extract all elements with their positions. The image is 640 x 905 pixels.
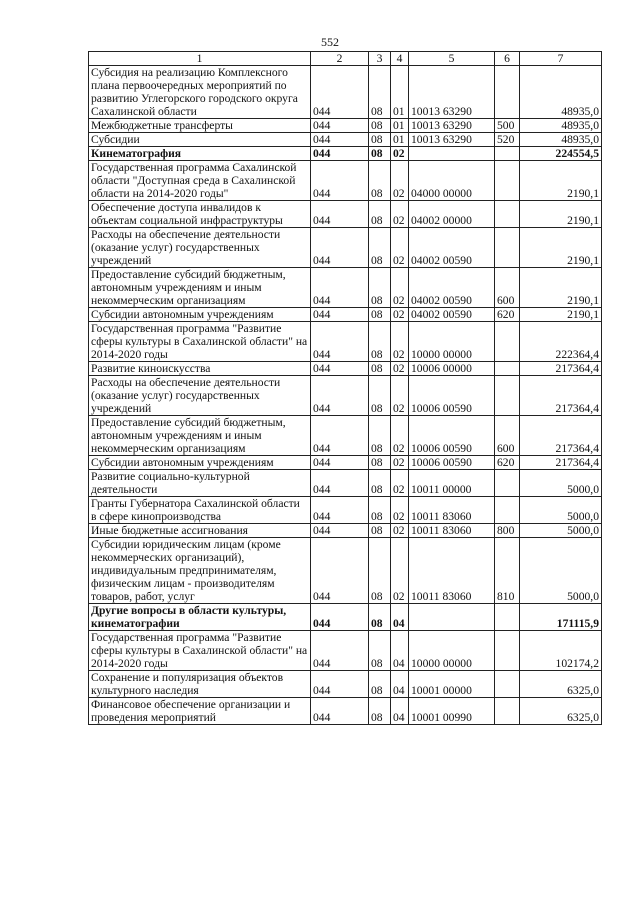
row-name: Гранты Губернатора Сахалинской области в сфере кинопроизводства bbox=[89, 497, 311, 524]
row-amount: 2190,1 bbox=[520, 228, 602, 268]
row-name: Государственная программа "Развитие сферы культуры в Сахалинской области" на 2014-2020 годы bbox=[89, 322, 311, 362]
row-target-article: 10013 63290 bbox=[409, 66, 495, 119]
table-row bbox=[89, 456, 602, 470]
row-target-article bbox=[409, 604, 495, 631]
row-subsection: 04 bbox=[391, 604, 409, 631]
table-row bbox=[89, 376, 602, 416]
row-amount: 171115,9 bbox=[520, 604, 602, 631]
row-subsection: 01 bbox=[391, 66, 409, 119]
row-section: 08 bbox=[369, 268, 391, 308]
row-subsection: 02 bbox=[391, 228, 409, 268]
row-expense-type bbox=[495, 671, 520, 698]
row-subsection: 02 bbox=[391, 497, 409, 524]
row-name: Государственная программа Сахалинской области "Доступная среда в Сахалинской области на 2014-2020 годы" bbox=[89, 161, 311, 201]
table-row bbox=[89, 604, 602, 631]
row-amount: 217364,4 bbox=[520, 362, 602, 376]
row-target-article: 10006 00590 bbox=[409, 376, 495, 416]
row-expense-type bbox=[495, 376, 520, 416]
row-amount: 2190,1 bbox=[520, 201, 602, 228]
row-admin-code: 044 bbox=[311, 322, 369, 362]
row-target-article: 04002 00590 bbox=[409, 268, 495, 308]
row-admin-code: 044 bbox=[311, 698, 369, 725]
row-section: 08 bbox=[369, 698, 391, 725]
row-target-article: 10013 63290 bbox=[409, 119, 495, 133]
row-name: Расходы на обеспечение деятельности (оказание услуг) государственных учреждений bbox=[89, 228, 311, 268]
row-subsection: 04 bbox=[391, 631, 409, 671]
row-expense-type: 520 bbox=[495, 133, 520, 147]
row-admin-code: 044 bbox=[311, 671, 369, 698]
row-subsection: 02 bbox=[391, 524, 409, 538]
row-expense-type bbox=[495, 631, 520, 671]
row-amount: 48935,0 bbox=[520, 66, 602, 119]
table-row bbox=[89, 698, 602, 725]
table-row bbox=[89, 147, 602, 161]
row-subsection: 02 bbox=[391, 201, 409, 228]
row-admin-code: 044 bbox=[311, 604, 369, 631]
row-amount: 48935,0 bbox=[520, 133, 602, 147]
row-expense-type: 620 bbox=[495, 456, 520, 470]
column-header: 7 bbox=[520, 52, 602, 66]
row-name: Предоставление субсидий бюджетным, автономным учреждениям и иным некоммерческим организациям bbox=[89, 416, 311, 456]
table-row bbox=[89, 538, 602, 604]
row-admin-code: 044 bbox=[311, 497, 369, 524]
row-name: Расходы на обеспечение деятельности (оказание услуг) государственных учреждений bbox=[89, 376, 311, 416]
row-target-article: 10011 83060 bbox=[409, 538, 495, 604]
row-section: 08 bbox=[369, 161, 391, 201]
row-section: 08 bbox=[369, 604, 391, 631]
row-name: Субсидии bbox=[89, 133, 311, 147]
row-target-article: 10000 00000 bbox=[409, 631, 495, 671]
row-section: 08 bbox=[369, 147, 391, 161]
row-section: 08 bbox=[369, 308, 391, 322]
row-section: 08 bbox=[369, 376, 391, 416]
row-target-article: 10011 00000 bbox=[409, 470, 495, 497]
row-expense-type bbox=[495, 470, 520, 497]
row-section: 08 bbox=[369, 201, 391, 228]
column-header: 6 bbox=[495, 52, 520, 66]
row-section: 08 bbox=[369, 456, 391, 470]
row-target-article: 04002 00590 bbox=[409, 228, 495, 268]
row-expense-type bbox=[495, 201, 520, 228]
row-admin-code: 044 bbox=[311, 470, 369, 497]
row-name: Сохранение и популяризация объектов культурного наследия bbox=[89, 671, 311, 698]
row-amount: 5000,0 bbox=[520, 524, 602, 538]
row-section: 08 bbox=[369, 631, 391, 671]
row-subsection: 02 bbox=[391, 376, 409, 416]
table-header-row bbox=[89, 52, 602, 66]
row-subsection: 02 bbox=[391, 416, 409, 456]
row-expense-type: 600 bbox=[495, 416, 520, 456]
table-row bbox=[89, 470, 602, 497]
row-name: Субсидии юридическим лицам (кроме некоммерческих организаций), индивидуальным предпринимателям, физическим лицам - производителям товаров, работ, услуг bbox=[89, 538, 311, 604]
row-section: 08 bbox=[369, 119, 391, 133]
row-amount: 2190,1 bbox=[520, 268, 602, 308]
row-subsection: 02 bbox=[391, 538, 409, 604]
row-subsection: 01 bbox=[391, 119, 409, 133]
row-admin-code: 044 bbox=[311, 308, 369, 322]
row-target-article: 10000 00000 bbox=[409, 322, 495, 362]
table-row bbox=[89, 161, 602, 201]
row-expense-type: 500 bbox=[495, 119, 520, 133]
row-section: 08 bbox=[369, 322, 391, 362]
row-amount: 5000,0 bbox=[520, 470, 602, 497]
budget-table bbox=[88, 51, 602, 725]
column-header: 4 bbox=[391, 52, 409, 66]
row-admin-code: 044 bbox=[311, 456, 369, 470]
row-admin-code: 044 bbox=[311, 161, 369, 201]
table-row bbox=[89, 416, 602, 456]
row-section: 08 bbox=[369, 497, 391, 524]
row-target-article: 10011 83060 bbox=[409, 524, 495, 538]
row-target-article: 10006 00590 bbox=[409, 456, 495, 470]
table-row bbox=[89, 631, 602, 671]
row-expense-type: 600 bbox=[495, 268, 520, 308]
row-expense-type: 800 bbox=[495, 524, 520, 538]
row-section: 08 bbox=[369, 228, 391, 268]
row-name: Другие вопросы в области культуры, кинематографии bbox=[89, 604, 311, 631]
table-row bbox=[89, 362, 602, 376]
row-admin-code: 044 bbox=[311, 524, 369, 538]
row-name: Межбюджетные трансферты bbox=[89, 119, 311, 133]
table-row bbox=[89, 66, 602, 119]
row-subsection: 04 bbox=[391, 698, 409, 725]
row-admin-code: 044 bbox=[311, 362, 369, 376]
row-name: Предоставление субсидий бюджетным, автономным учреждениям и иным некоммерческим организациям bbox=[89, 268, 311, 308]
table-row bbox=[89, 671, 602, 698]
row-section: 08 bbox=[369, 538, 391, 604]
table-row bbox=[89, 201, 602, 228]
row-expense-type bbox=[495, 362, 520, 376]
row-expense-type bbox=[495, 66, 520, 119]
row-amount: 217364,4 bbox=[520, 456, 602, 470]
row-subsection: 02 bbox=[391, 456, 409, 470]
row-expense-type bbox=[495, 604, 520, 631]
row-admin-code: 044 bbox=[311, 201, 369, 228]
row-amount: 102174,2 bbox=[520, 631, 602, 671]
row-amount: 222364,4 bbox=[520, 322, 602, 362]
row-name: Субсидия на реализацию Комплексного плана первоочередных мероприятий по развитию Углегорского городского округа Сахалинской области bbox=[89, 66, 311, 119]
row-target-article: 10011 83060 bbox=[409, 497, 495, 524]
row-admin-code: 044 bbox=[311, 66, 369, 119]
row-expense-type: 620 bbox=[495, 308, 520, 322]
row-amount: 2190,1 bbox=[520, 161, 602, 201]
row-target-article: 10001 00000 bbox=[409, 671, 495, 698]
row-amount: 5000,0 bbox=[520, 497, 602, 524]
row-amount: 6325,0 bbox=[520, 698, 602, 725]
row-amount: 5000,0 bbox=[520, 538, 602, 604]
row-target-article: 10006 00590 bbox=[409, 416, 495, 456]
row-name: Развитие киноискусства bbox=[89, 362, 311, 376]
row-amount: 6325,0 bbox=[520, 671, 602, 698]
page-number: 552 bbox=[321, 35, 339, 49]
row-section: 08 bbox=[369, 66, 391, 119]
row-name: Финансовое обеспечение организации и проведения мероприятий bbox=[89, 698, 311, 725]
row-target-article: 10013 63290 bbox=[409, 133, 495, 147]
row-target-article: 10001 00990 bbox=[409, 698, 495, 725]
row-admin-code: 044 bbox=[311, 268, 369, 308]
row-target-article: 04002 00590 bbox=[409, 308, 495, 322]
row-target-article: 04000 00000 bbox=[409, 161, 495, 201]
row-name: Субсидии автономным учреждениям bbox=[89, 308, 311, 322]
row-amount: 217364,4 bbox=[520, 416, 602, 456]
row-subsection: 02 bbox=[391, 470, 409, 497]
row-expense-type: 810 bbox=[495, 538, 520, 604]
row-section: 08 bbox=[369, 362, 391, 376]
row-expense-type bbox=[495, 698, 520, 725]
row-admin-code: 044 bbox=[311, 133, 369, 147]
row-section: 08 bbox=[369, 416, 391, 456]
row-subsection: 02 bbox=[391, 147, 409, 161]
row-amount: 48935,0 bbox=[520, 119, 602, 133]
row-amount: 2190,1 bbox=[520, 308, 602, 322]
column-header: 1 bbox=[89, 52, 311, 66]
row-name: Иные бюджетные ассигнования bbox=[89, 524, 311, 538]
table-row bbox=[89, 119, 602, 133]
row-admin-code: 044 bbox=[311, 376, 369, 416]
table-row bbox=[89, 308, 602, 322]
row-name: Субсидии автономным учреждениям bbox=[89, 456, 311, 470]
column-header: 5 bbox=[409, 52, 495, 66]
table-row bbox=[89, 228, 602, 268]
table-row bbox=[89, 133, 602, 147]
row-expense-type bbox=[495, 497, 520, 524]
row-section: 08 bbox=[369, 524, 391, 538]
row-admin-code: 044 bbox=[311, 147, 369, 161]
row-expense-type bbox=[495, 161, 520, 201]
row-expense-type bbox=[495, 322, 520, 362]
table-row bbox=[89, 497, 602, 524]
row-subsection: 02 bbox=[391, 308, 409, 322]
row-section: 08 bbox=[369, 671, 391, 698]
table-row bbox=[89, 268, 602, 308]
table-row bbox=[89, 322, 602, 362]
row-admin-code: 044 bbox=[311, 631, 369, 671]
column-header: 2 bbox=[311, 52, 369, 66]
row-target-article: 04002 00000 bbox=[409, 201, 495, 228]
row-section: 08 bbox=[369, 133, 391, 147]
row-subsection: 01 bbox=[391, 133, 409, 147]
row-expense-type bbox=[495, 228, 520, 268]
row-expense-type bbox=[495, 147, 520, 161]
row-subsection: 02 bbox=[391, 362, 409, 376]
row-target-article bbox=[409, 147, 495, 161]
table-row bbox=[89, 524, 602, 538]
row-admin-code: 044 bbox=[311, 538, 369, 604]
row-subsection: 04 bbox=[391, 671, 409, 698]
row-admin-code: 044 bbox=[311, 119, 369, 133]
row-section: 08 bbox=[369, 470, 391, 497]
row-admin-code: 044 bbox=[311, 228, 369, 268]
row-name: Обеспечение доступа инвалидов к объектам социальной инфраструктуры bbox=[89, 201, 311, 228]
row-amount: 224554,5 bbox=[520, 147, 602, 161]
row-name: Государственная программа "Развитие сферы культуры в Сахалинской области" на 2014-2020 годы bbox=[89, 631, 311, 671]
row-target-article: 10006 00000 bbox=[409, 362, 495, 376]
row-admin-code: 044 bbox=[311, 416, 369, 456]
row-subsection: 02 bbox=[391, 268, 409, 308]
column-header: 3 bbox=[369, 52, 391, 66]
row-name: Развитие социально-культурной деятельности bbox=[89, 470, 311, 497]
row-subsection: 02 bbox=[391, 322, 409, 362]
row-subsection: 02 bbox=[391, 161, 409, 201]
row-name: Кинематография bbox=[89, 147, 311, 161]
row-amount: 217364,4 bbox=[520, 376, 602, 416]
